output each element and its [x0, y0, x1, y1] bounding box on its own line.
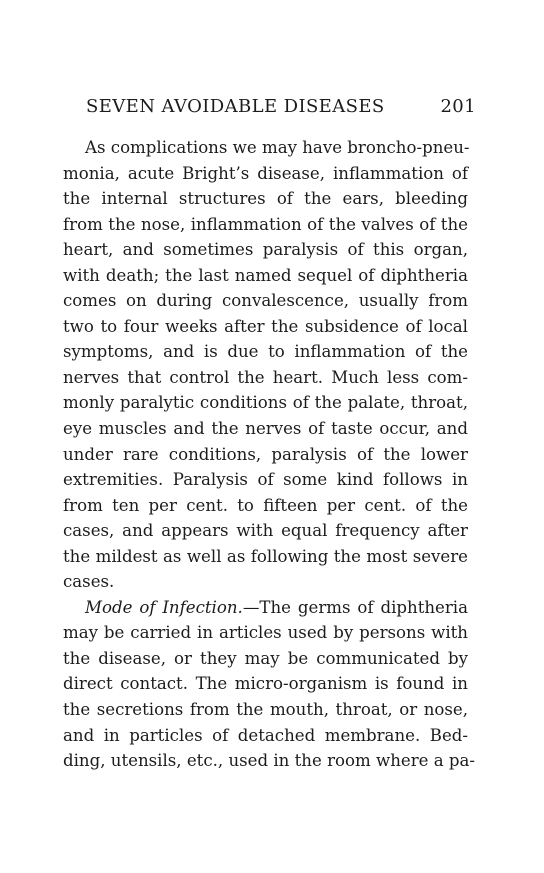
text-line: extremities. Paralysis of some kind follows in — [63, 470, 468, 490]
text-line: the secretions from the mouth, throat, or nose, — [63, 700, 468, 720]
text-line: cases, and appears with equal frequency after — [63, 521, 468, 541]
text-line: from the nose, inflammation of the valves of the — [63, 214, 468, 234]
text-line: may be carried in articles used by persons with — [63, 623, 468, 643]
section-heading: Mode of Infection. — [85, 597, 243, 617]
text-line: monly paralytic conditions of the palate, throat, — [63, 393, 468, 413]
text-line: eye muscles and the nerves of taste occur, and — [63, 419, 468, 439]
text-line: symptoms, and is due to inflammation of the — [63, 342, 468, 362]
text-line: the disease, or they may be communicated by — [63, 648, 468, 668]
text-line: the internal structures of the ears, bleeding — [63, 189, 468, 209]
text-line: the mildest as well as following the most severe — [63, 546, 468, 566]
text-line: ding, utensils, etc., used in the room where a pa- — [63, 751, 476, 771]
text-line: with death; the last named sequel of diphtheria — [63, 265, 468, 285]
text-span: —The germs of diphtheria — [242, 597, 469, 617]
text-line: under rare conditions, paralysis of the lower — [63, 444, 468, 464]
text-line: cases. — [63, 572, 115, 592]
text-line: As complications we may have broncho-pneu- — [85, 138, 470, 157]
text-line: monia, acute Bright’s disease, inflammation of — [63, 163, 468, 183]
running-title: SEVEN AVOIDABLE DISEASES — [86, 96, 385, 117]
body-text — [63, 135, 476, 774]
running-header — [86, 96, 476, 122]
text-line: comes on during convalescence, usually from — [63, 291, 468, 311]
mode-of-infection-line — [63, 595, 468, 621]
text-line: two to four weeks after the subsidence of local — [63, 316, 468, 336]
text-line: heart, and sometimes paralysis of this organ, — [63, 240, 468, 260]
text-line: nerves that control the heart. Much less com- — [63, 367, 468, 387]
text-line: and in particles of detached membrane. Bed- — [63, 725, 468, 745]
page-number: 201 — [440, 96, 476, 117]
text-line: direct contact. The micro-organism is found in — [63, 674, 468, 694]
text-line: from ten per cent. to fifteen per cent. of the — [63, 495, 468, 515]
